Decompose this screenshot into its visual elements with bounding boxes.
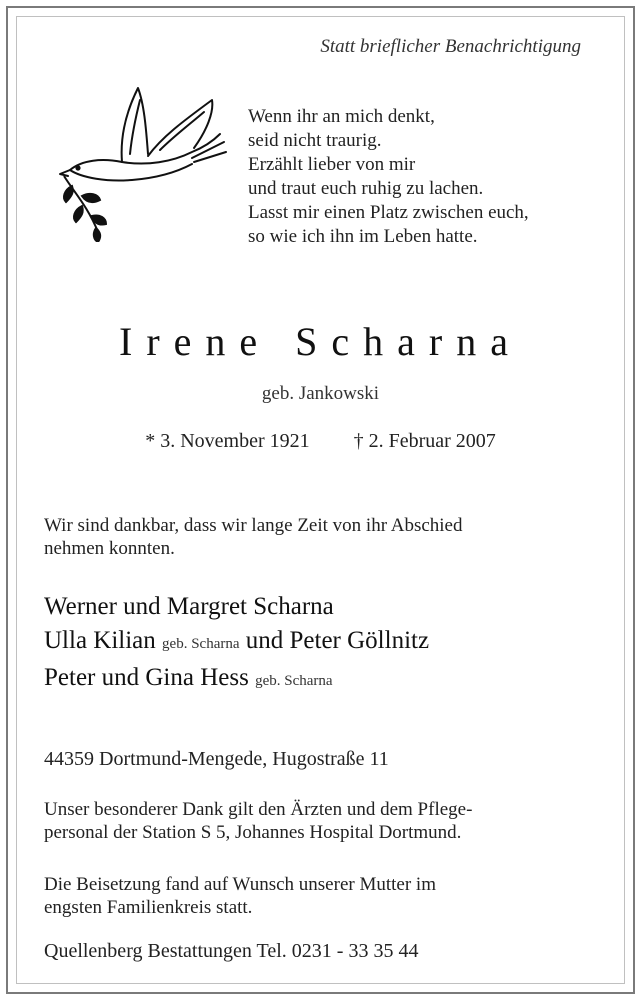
family-name: Ulla Kilian [44,627,156,654]
poem-line: so wie ich ihn im Leben hatte. [248,226,478,247]
birth-date: * 3. November 1921 [145,430,310,452]
family-line [44,661,429,698]
special-thanks-line: personal der Station S 5, Johannes Hospital Dortmund. [44,822,462,843]
dove-with-olive-branch-icon [52,82,232,242]
family-line [44,590,429,624]
family-name: Peter und Gina Hess [44,664,249,691]
special-thanks-line: Unser besonderer Dank gilt den Ärzten und dem Pflege- [44,799,473,820]
notice-header: Statt brieflicher Benachrichtigung [320,36,581,57]
burial-line: engsten Familienkreis statt. [44,897,253,918]
address: 44359 Dortmund-Mengede, Hugostraße 11 [44,748,389,770]
death-date: † 2. Februar 2007 [353,430,496,452]
poem-line: seid nicht traurig. [248,130,382,151]
poem-line: Wenn ihr an mich denkt, [248,106,435,127]
funeral-home: Quellenberg Bestattungen Tel. 0231 - 33 35 44 [44,940,419,962]
poem-line: Erzählt lieber von mir [248,154,416,175]
burial-note [44,873,436,919]
life-dates [0,430,641,453]
burial-line: Die Beisetzung fand auf Wunsch unserer Mutter im [44,874,436,895]
family-name: und Peter Göllnitz [245,627,430,654]
poem-line: Lasst mir einen Platz zwischen euch, [248,202,529,223]
family-names [44,590,429,698]
family-maiden-note: geb. Scharna [255,673,333,689]
deceased-name: Irene Scharna [119,319,522,364]
thanks-line: Wir sind dankbar, dass wir lange Zeit von ihr Abschied [44,515,463,536]
thanks-text [44,514,604,560]
maiden-name: geb. Jankowski [261,383,380,404]
poem-line: und traut euch ruhig zu lachen. [248,178,484,199]
thanks-line: nehmen konnten. [44,538,175,559]
special-thanks [44,798,472,844]
poem [248,105,529,249]
family-maiden-note: geb. Scharna [162,636,240,652]
family-line [44,624,429,661]
family-name: Werner und Margret Scharna [44,593,334,620]
